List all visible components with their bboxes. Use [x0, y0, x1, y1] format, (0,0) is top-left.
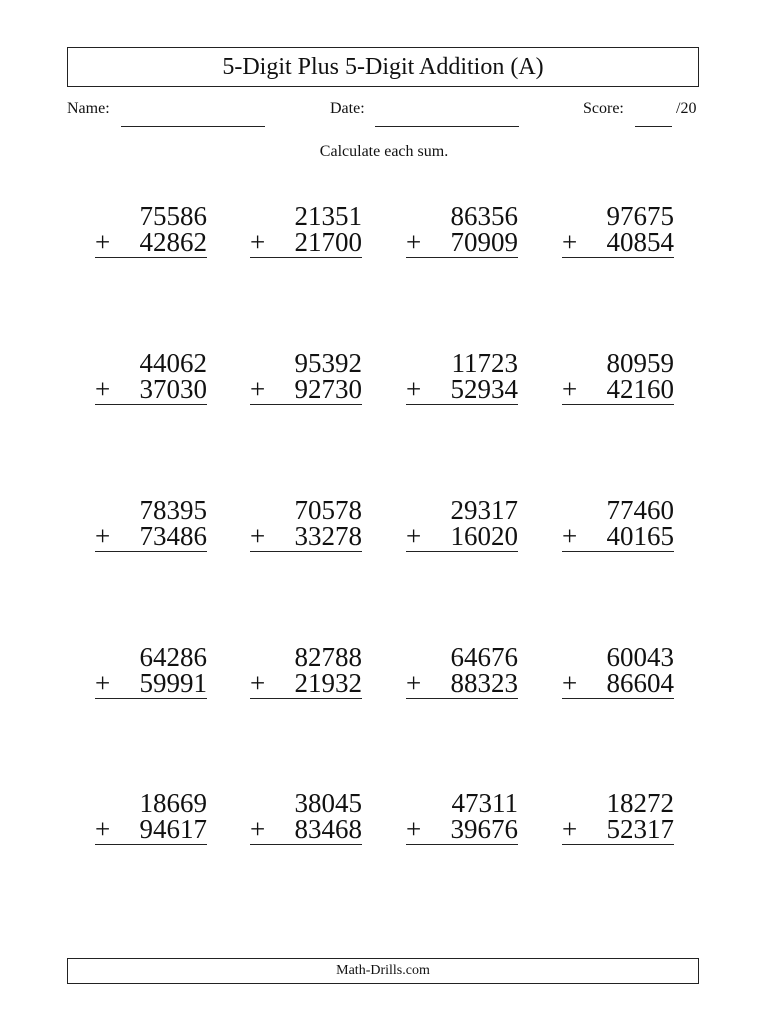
- addend-bottom: 52934: [450, 374, 518, 404]
- plus-sign: +: [562, 521, 578, 551]
- plus-sign: +: [95, 374, 111, 404]
- addition-problem: [95, 497, 207, 552]
- plus-sign: +: [562, 668, 578, 698]
- addend-bottom-row: [250, 816, 362, 845]
- addend-bottom-row: [250, 670, 362, 699]
- addend-top: 82788: [294, 642, 362, 672]
- addend-bottom: 92730: [294, 374, 362, 404]
- plus-sign: +: [562, 374, 578, 404]
- addend-bottom: 16020: [450, 521, 518, 551]
- addend-bottom-row: [250, 229, 362, 258]
- addend-bottom-row: [250, 376, 362, 405]
- addition-problem: [250, 644, 362, 699]
- addition-problem: [406, 350, 518, 405]
- plus-sign: +: [562, 814, 578, 844]
- addition-problem: [406, 790, 518, 845]
- addend-bottom-row: [562, 670, 674, 699]
- plus-sign: +: [95, 521, 111, 551]
- addition-problem: [406, 644, 518, 699]
- plus-sign: +: [250, 814, 266, 844]
- addend-top: 18669: [139, 788, 207, 818]
- addend-top: 70578: [294, 495, 362, 525]
- addend-bottom: 83468: [294, 814, 362, 844]
- addend-bottom: 40165: [606, 521, 674, 551]
- plus-sign: +: [95, 668, 111, 698]
- instructions: Calculate each sum.: [319, 143, 449, 160]
- plus-sign: +: [406, 521, 422, 551]
- score-total: /20: [676, 100, 697, 117]
- addend-top: 64286: [139, 642, 207, 672]
- addend-top: 78395: [139, 495, 207, 525]
- plus-sign: +: [406, 814, 422, 844]
- score-label: Score:: [583, 100, 624, 117]
- addition-problem: [562, 350, 674, 405]
- plus-sign: +: [95, 227, 111, 257]
- addend-bottom-row: [562, 816, 674, 845]
- date-label: Date:: [330, 100, 365, 117]
- addend-top: 47311: [451, 788, 518, 818]
- addend-bottom: 33278: [294, 521, 362, 551]
- plus-sign: +: [250, 227, 266, 257]
- footer-credit: Math-Drills.com: [67, 958, 699, 984]
- addition-problem: [250, 497, 362, 552]
- addend-bottom-row: [562, 523, 674, 552]
- addition-problem: [250, 203, 362, 258]
- addend-bottom-row: [406, 670, 518, 699]
- addend-bottom: 59991: [139, 668, 207, 698]
- addition-problem: [250, 350, 362, 405]
- addition-problem: [250, 790, 362, 845]
- addend-top: 29317: [450, 495, 518, 525]
- addend-bottom-row: [95, 670, 207, 699]
- plus-sign: +: [406, 374, 422, 404]
- addend-bottom: 88323: [450, 668, 518, 698]
- addend-bottom-row: [95, 229, 207, 258]
- addend-top: 77460: [606, 495, 674, 525]
- addition-problem: [562, 203, 674, 258]
- addend-bottom: 40854: [606, 227, 674, 257]
- addition-problem: [95, 350, 207, 405]
- addend-bottom: 21932: [294, 668, 362, 698]
- plus-sign: +: [406, 227, 422, 257]
- addend-bottom: 39676: [450, 814, 518, 844]
- addend-bottom-row: [95, 816, 207, 845]
- addend-bottom: 70909: [450, 227, 518, 257]
- addend-top: 64676: [450, 642, 518, 672]
- addition-problem: [406, 497, 518, 552]
- plus-sign: +: [250, 521, 266, 551]
- addend-top: 86356: [450, 201, 518, 231]
- name-label: Name:: [67, 100, 110, 117]
- addend-bottom-row: [562, 376, 674, 405]
- plus-sign: +: [562, 227, 578, 257]
- addend-top: 60043: [606, 642, 674, 672]
- addition-problem: [95, 790, 207, 845]
- addend-bottom: 42862: [139, 227, 207, 257]
- addend-bottom: 42160: [606, 374, 674, 404]
- addend-top: 80959: [606, 348, 674, 378]
- plus-sign: +: [250, 668, 266, 698]
- addend-bottom-row: [250, 523, 362, 552]
- addend-bottom-row: [95, 376, 207, 405]
- addend-bottom-row: [562, 229, 674, 258]
- addition-problem: [562, 497, 674, 552]
- plus-sign: +: [250, 374, 266, 404]
- addend-bottom-row: [95, 523, 207, 552]
- addend-bottom-row: [406, 816, 518, 845]
- addend-bottom-row: [406, 229, 518, 258]
- addend-bottom-row: [406, 376, 518, 405]
- addend-top: 18272: [606, 788, 674, 818]
- addend-bottom: 52317: [606, 814, 674, 844]
- addend-bottom: 94617: [139, 814, 207, 844]
- addend-top: 97675: [606, 201, 674, 231]
- addend-top: 95392: [294, 348, 362, 378]
- addition-problem: [562, 790, 674, 845]
- addend-top: 44062: [139, 348, 207, 378]
- addend-top: 38045: [294, 788, 362, 818]
- addition-problem: [406, 203, 518, 258]
- addition-problem: [562, 644, 674, 699]
- addend-bottom: 86604: [606, 668, 674, 698]
- addition-problem: [95, 203, 207, 258]
- plus-sign: +: [95, 814, 111, 844]
- worksheet-title: 5-Digit Plus 5-Digit Addition (A): [67, 47, 699, 87]
- addend-bottom: 37030: [139, 374, 207, 404]
- addend-top: 75586: [139, 201, 207, 231]
- addend-bottom: 73486: [139, 521, 207, 551]
- addend-bottom-row: [406, 523, 518, 552]
- plus-sign: +: [406, 668, 422, 698]
- addend-top: 11723: [451, 348, 518, 378]
- addend-top: 21351: [294, 201, 362, 231]
- addition-problem: [95, 644, 207, 699]
- addend-bottom: 21700: [294, 227, 362, 257]
